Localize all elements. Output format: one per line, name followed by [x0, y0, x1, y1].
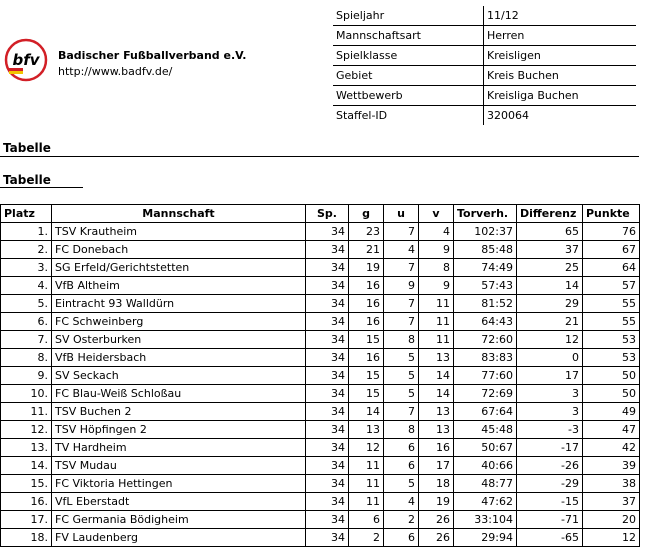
cell-mannschaft: FC Germania Bödigheim	[52, 511, 306, 529]
cell-spiele: 34	[306, 241, 349, 259]
info-label: Spieljahr	[333, 6, 484, 26]
cell-differenz: -3	[517, 421, 583, 439]
cell-torverhaeltnis: 72:60	[454, 331, 517, 349]
cell-spiele: 34	[306, 277, 349, 295]
cell-differenz: -26	[517, 457, 583, 475]
cell-gewonnen: 11	[349, 457, 384, 475]
cell-spiele: 34	[306, 295, 349, 313]
cell-differenz: -71	[517, 511, 583, 529]
cell-verloren: 9	[419, 241, 454, 259]
cell-unentschieden: 6	[384, 529, 419, 547]
column-header-platz: Platz	[1, 205, 52, 223]
info-label: Wettbewerb	[333, 86, 484, 106]
cell-mannschaft: FC Viktoria Hettingen	[52, 475, 306, 493]
cell-gewonnen: 16	[349, 349, 384, 367]
cell-platz: 6.	[1, 313, 52, 331]
cell-gewonnen: 11	[349, 475, 384, 493]
cell-torverhaeltnis: 50:67	[454, 439, 517, 457]
cell-torverhaeltnis: 57:43	[454, 277, 517, 295]
cell-platz: 2.	[1, 241, 52, 259]
table-row	[1, 529, 640, 547]
cell-platz: 14.	[1, 457, 52, 475]
cell-verloren: 16	[419, 439, 454, 457]
cell-unentschieden: 9	[384, 277, 419, 295]
cell-differenz: 29	[517, 295, 583, 313]
cell-torverhaeltnis: 64:43	[454, 313, 517, 331]
cell-gewonnen: 16	[349, 313, 384, 331]
cell-punkte: 42	[583, 439, 640, 457]
cell-platz: 11.	[1, 403, 52, 421]
cell-gewonnen: 21	[349, 241, 384, 259]
cell-differenz: -15	[517, 493, 583, 511]
cell-verloren: 13	[419, 349, 454, 367]
cell-gewonnen: 23	[349, 223, 384, 241]
cell-unentschieden: 5	[384, 367, 419, 385]
cell-unentschieden: 5	[384, 385, 419, 403]
cell-spiele: 34	[306, 421, 349, 439]
cell-differenz: -29	[517, 475, 583, 493]
cell-punkte: 50	[583, 385, 640, 403]
cell-spiele: 34	[306, 475, 349, 493]
cell-spiele: 34	[306, 223, 349, 241]
table-row	[1, 367, 640, 385]
cell-mannschaft: FC Blau-Weiß Schloßau	[52, 385, 306, 403]
info-value: 320064	[487, 109, 529, 122]
cell-spiele: 34	[306, 367, 349, 385]
cell-gewonnen: 15	[349, 331, 384, 349]
cell-punkte: 76	[583, 223, 640, 241]
cell-spiele: 34	[306, 349, 349, 367]
cell-unentschieden: 6	[384, 439, 419, 457]
cell-unentschieden: 8	[384, 331, 419, 349]
cell-punkte: 20	[583, 511, 640, 529]
column-header-mannschaft: Mannschaft	[52, 205, 306, 223]
cell-punkte: 47	[583, 421, 640, 439]
table-row	[1, 223, 640, 241]
cell-gewonnen: 16	[349, 277, 384, 295]
table-row	[1, 349, 640, 367]
cell-platz: 17.	[1, 511, 52, 529]
cell-verloren: 13	[419, 403, 454, 421]
cell-platz: 7.	[1, 331, 52, 349]
cell-punkte: 50	[583, 367, 640, 385]
table-row	[1, 313, 640, 331]
cell-unentschieden: 7	[384, 223, 419, 241]
cell-unentschieden: 6	[384, 457, 419, 475]
cell-differenz: -17	[517, 439, 583, 457]
cell-verloren: 4	[419, 223, 454, 241]
org-name: Badischer Fußballverband e.V.	[58, 49, 247, 62]
cell-platz: 12.	[1, 421, 52, 439]
cell-verloren: 26	[419, 511, 454, 529]
table-row	[1, 493, 640, 511]
competition-info-table	[333, 6, 636, 125]
cell-unentschieden: 8	[384, 421, 419, 439]
cell-unentschieden: 5	[384, 475, 419, 493]
cell-platz: 8.	[1, 349, 52, 367]
cell-mannschaft: SV Osterburken	[52, 331, 306, 349]
cell-punkte: 12	[583, 529, 640, 547]
cell-torverhaeltnis: 102:37	[454, 223, 517, 241]
cell-spiele: 34	[306, 439, 349, 457]
cell-punkte: 49	[583, 403, 640, 421]
cell-torverhaeltnis: 74:49	[454, 259, 517, 277]
column-header-unentschieden: u	[384, 205, 419, 223]
table-row	[1, 421, 640, 439]
cell-verloren: 26	[419, 529, 454, 547]
info-row	[333, 26, 636, 46]
bfv-logo	[4, 38, 48, 82]
cell-mannschaft: VfB Heidersbach	[52, 349, 306, 367]
cell-verloren: 19	[419, 493, 454, 511]
cell-punkte: 55	[583, 313, 640, 331]
cell-torverhaeltnis: 67:64	[454, 403, 517, 421]
info-value: 11/12	[484, 6, 637, 26]
cell-punkte: 37	[583, 493, 640, 511]
cell-spiele: 34	[306, 493, 349, 511]
cell-platz: 1.	[1, 223, 52, 241]
cell-punkte: 57	[583, 277, 640, 295]
cell-platz: 4.	[1, 277, 52, 295]
cell-differenz: 25	[517, 259, 583, 277]
cell-gewonnen: 16	[349, 295, 384, 313]
cell-torverhaeltnis: 48:77	[454, 475, 517, 493]
cell-torverhaeltnis: 33:104	[454, 511, 517, 529]
cell-mannschaft: TSV Höpfingen 2	[52, 421, 306, 439]
cell-mannschaft: TSV Buchen 2	[52, 403, 306, 421]
table-row	[1, 439, 640, 457]
cell-punkte: 67	[583, 241, 640, 259]
cell-mannschaft: VfL Eberstadt	[52, 493, 306, 511]
cell-platz: 16.	[1, 493, 52, 511]
column-header-punkte: Punkte	[583, 205, 640, 223]
cell-platz: 18.	[1, 529, 52, 547]
cell-verloren: 17	[419, 457, 454, 475]
cell-verloren: 18	[419, 475, 454, 493]
table-row	[1, 511, 640, 529]
cell-torverhaeltnis: 45:48	[454, 421, 517, 439]
standings-table	[0, 204, 640, 547]
cell-gewonnen: 19	[349, 259, 384, 277]
info-row	[333, 46, 636, 66]
cell-mannschaft: SV Seckach	[52, 367, 306, 385]
column-header-differenz: Differenz	[517, 205, 583, 223]
cell-mannschaft: TV Hardheim	[52, 439, 306, 457]
cell-differenz: 0	[517, 349, 583, 367]
table-row	[1, 241, 640, 259]
cell-differenz: -65	[517, 529, 583, 547]
cell-gewonnen: 15	[349, 367, 384, 385]
cell-differenz: 65	[517, 223, 583, 241]
info-value: Kreisligen	[484, 46, 637, 66]
cell-spiele: 34	[306, 259, 349, 277]
table-row	[1, 295, 640, 313]
section-divider	[0, 156, 639, 157]
cell-unentschieden: 7	[384, 313, 419, 331]
info-row	[333, 86, 636, 106]
cell-differenz: 21	[517, 313, 583, 331]
info-label: Staffel-ID	[333, 106, 484, 126]
table-heading: Tabelle	[3, 173, 51, 187]
cell-unentschieden: 7	[384, 295, 419, 313]
section-heading: Tabelle	[3, 141, 51, 155]
cell-mannschaft: TSV Krautheim	[52, 223, 306, 241]
cell-platz: 3.	[1, 259, 52, 277]
cell-unentschieden: 2	[384, 511, 419, 529]
table-row	[1, 277, 640, 295]
org-url-link[interactable]: http://www.badfv.de/	[58, 65, 173, 78]
column-header-verloren: v	[419, 205, 454, 223]
cell-torverhaeltnis: 83:83	[454, 349, 517, 367]
info-row	[333, 6, 636, 26]
cell-gewonnen: 14	[349, 403, 384, 421]
cell-torverhaeltnis: 72:69	[454, 385, 517, 403]
cell-unentschieden: 7	[384, 259, 419, 277]
cell-verloren: 14	[419, 385, 454, 403]
cell-platz: 9.	[1, 367, 52, 385]
logo-text: bfv	[12, 51, 40, 69]
cell-gewonnen: 15	[349, 385, 384, 403]
cell-differenz: 3	[517, 385, 583, 403]
cell-spiele: 34	[306, 313, 349, 331]
cell-mannschaft: FC Schweinberg	[52, 313, 306, 331]
cell-gewonnen: 11	[349, 493, 384, 511]
cell-punkte: 55	[583, 295, 640, 313]
table-row	[1, 475, 640, 493]
cell-mannschaft: SG Erfeld/Gerichtstetten	[52, 259, 306, 277]
info-row	[333, 66, 636, 86]
cell-spiele: 34	[306, 385, 349, 403]
cell-unentschieden: 7	[384, 403, 419, 421]
cell-spiele: 34	[306, 331, 349, 349]
info-label: Gebiet	[333, 66, 484, 86]
cell-platz: 15.	[1, 475, 52, 493]
cell-punkte: 39	[583, 457, 640, 475]
cell-differenz: 17	[517, 367, 583, 385]
cell-platz: 10.	[1, 385, 52, 403]
cell-gewonnen: 12	[349, 439, 384, 457]
cell-differenz: 3	[517, 403, 583, 421]
cell-differenz: 37	[517, 241, 583, 259]
cell-mannschaft: FV Laudenberg	[52, 529, 306, 547]
cell-unentschieden: 5	[384, 349, 419, 367]
cell-torverhaeltnis: 85:48	[454, 241, 517, 259]
cell-torverhaeltnis: 47:62	[454, 493, 517, 511]
info-label: Spielklasse	[333, 46, 484, 66]
cell-punkte: 53	[583, 331, 640, 349]
cell-platz: 13.	[1, 439, 52, 457]
column-header-spiele: Sp.	[306, 205, 349, 223]
cell-spiele: 34	[306, 403, 349, 421]
cell-differenz: 12	[517, 331, 583, 349]
table-row	[1, 331, 640, 349]
table-heading-underline	[0, 187, 83, 188]
cell-torverhaeltnis: 77:60	[454, 367, 517, 385]
cell-mannschaft: FC Donebach	[52, 241, 306, 259]
cell-verloren: 8	[419, 259, 454, 277]
cell-unentschieden: 4	[384, 241, 419, 259]
table-row	[1, 403, 640, 421]
cell-verloren: 11	[419, 331, 454, 349]
cell-torverhaeltnis: 40:66	[454, 457, 517, 475]
cell-torverhaeltnis: 29:94	[454, 529, 517, 547]
column-header-torverhaeltnis: Torverh.	[454, 205, 517, 223]
cell-platz: 5.	[1, 295, 52, 313]
info-value: Kreisliga Buchen	[484, 86, 637, 106]
cell-mannschaft: VfB Altheim	[52, 277, 306, 295]
column-header-gewonnen: g	[349, 205, 384, 223]
cell-spiele: 34	[306, 457, 349, 475]
cell-spiele: 34	[306, 511, 349, 529]
cell-gewonnen: 2	[349, 529, 384, 547]
table-row	[1, 457, 640, 475]
cell-gewonnen: 6	[349, 511, 384, 529]
cell-verloren: 11	[419, 313, 454, 331]
table-row	[1, 259, 640, 277]
cell-torverhaeltnis: 81:52	[454, 295, 517, 313]
cell-punkte: 53	[583, 349, 640, 367]
cell-gewonnen: 13	[349, 421, 384, 439]
cell-mannschaft: Eintracht 93 Walldürn	[52, 295, 306, 313]
info-row	[333, 106, 636, 126]
info-label: Mannschaftsart	[333, 26, 484, 46]
cell-spiele: 34	[306, 529, 349, 547]
cell-punkte: 38	[583, 475, 640, 493]
cell-verloren: 13	[419, 421, 454, 439]
cell-unentschieden: 4	[384, 493, 419, 511]
info-value: Herren	[484, 26, 637, 46]
info-value: Kreis Buchen	[484, 66, 637, 86]
table-row	[1, 385, 640, 403]
cell-mannschaft: TSV Mudau	[52, 457, 306, 475]
cell-verloren: 11	[419, 295, 454, 313]
cell-verloren: 14	[419, 367, 454, 385]
cell-differenz: 14	[517, 277, 583, 295]
cell-punkte: 64	[583, 259, 640, 277]
cell-verloren: 9	[419, 277, 454, 295]
